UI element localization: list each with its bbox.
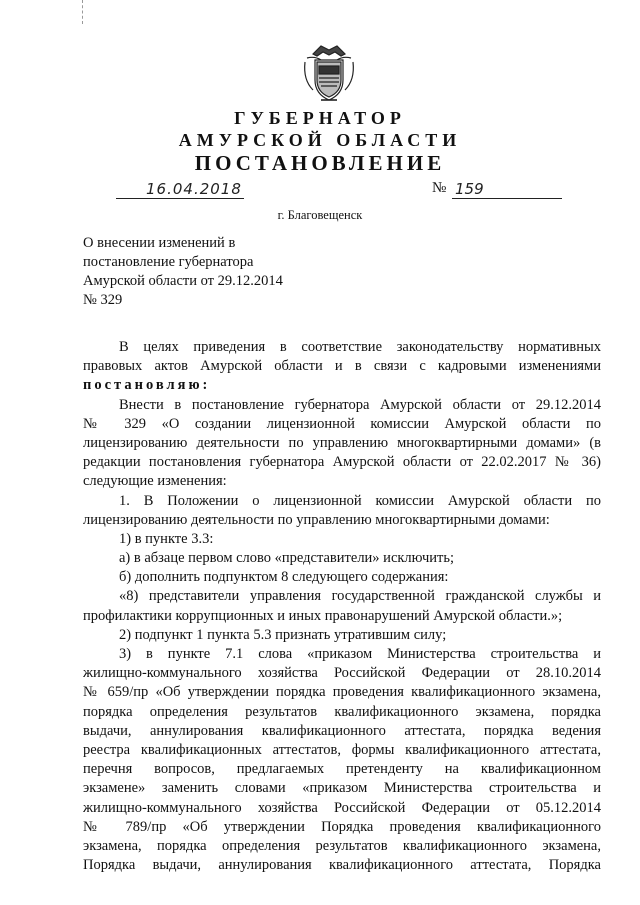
issuer-title: ГУБЕРНАТОР [234, 108, 406, 128]
body-line: редакции постановления губернатора Амурской области от 22.02.2017 № 36) [83, 454, 601, 471]
subject-line: № 329 [83, 292, 123, 308]
scan-artifact [82, 0, 84, 24]
body-line: экзамене» заменить словами «приказом Министерства строительства и [83, 780, 601, 797]
body-line: Порядка выдачи, аннулирования квалификационного аттестата, Порядка [83, 857, 601, 874]
coat-of-arms-icon [301, 40, 357, 106]
body-line: жилищно-коммунального хозяйства Российской Федерации от 05.12.2014 [83, 799, 601, 816]
body-line: Внести в постановление губернатора Амурской области от 29.12.2014 [119, 396, 601, 413]
number-sign: № [432, 180, 447, 196]
document-number: 159 [455, 180, 484, 198]
body-line: б) дополнить подпунктом 8 следующего содержания: [119, 569, 449, 586]
body-line: В целях приведения в соответствие законодательству нормативных [119, 339, 601, 355]
issuer-region: АМУРСКОЙ ОБЛАСТИ [178, 130, 462, 150]
subject-line: О внесении изменений в [83, 235, 236, 251]
body-line: «8) представители управления государственной гражданской службы и [119, 588, 601, 605]
document-body [83, 338, 601, 875]
body-line: 2) подпункт 1 пункта 5.3 признать утратившим силу; [119, 626, 447, 643]
subject-line: Амурской области от 29.12.2014 [83, 273, 283, 289]
document-type: ПОСТАНОВЛЕНИЕ [194, 151, 446, 175]
document-subject [83, 234, 283, 310]
body-line: правовых актов Амурской области и в связи с кадровыми изменениями [83, 358, 601, 375]
city-label: г. Благовещенск [277, 208, 363, 222]
body-line: следующие изменения: [83, 473, 227, 490]
body-line: 1) в пункте 3.3: [119, 530, 214, 547]
body-line: № 329 «О создании лицензионной комиссии Амурской области по [83, 415, 601, 432]
body-line: порядка определения результатов квалификационного экзамена, порядка [83, 703, 601, 720]
decree-word: постановляю: [83, 377, 211, 394]
body-line: № 659/пр «Об утверждении порядка проведения квалификационного экзамена, [83, 684, 601, 701]
date-underline [116, 198, 244, 199]
body-line: реестра квалификационных аттестатов, формы квалификационного аттестата, [83, 741, 601, 758]
body-line: экзамена, порядка определения результатов квалификационного экзамена, [83, 837, 601, 854]
body-line: № 789/пр «Об утверждении Порядка проведения квалификационного [83, 818, 601, 835]
document-date: 16.04.2018 [146, 180, 242, 198]
body-line: перечня вопросов, предлагаемых претенденту на квалификационном [83, 761, 601, 778]
body-line: 1. В Положении о лицензионной комиссии Амурской области по [119, 492, 601, 509]
body-line: лицензированию деятельности по управлению многоквартирными домами» (в [83, 434, 601, 451]
body-line: выдачи, аннулирования квалификационного аттестата, порядка ведения [83, 722, 601, 739]
subject-line: постановление губернатора [83, 254, 254, 270]
body-line: 3) в пункте 7.1 слова «приказом Министерства строительства и [119, 646, 601, 662]
number-underline [452, 198, 562, 199]
body-line: а) в абзаце первом слово «представители» исключить; [119, 550, 454, 567]
body-line: профилактики коррупционных и иных правонарушений Амурской области.»; [83, 607, 563, 624]
body-line: лицензированию деятельности по управлению многоквартирными домами: [83, 511, 550, 528]
body-line: жилищно-коммунального хозяйства Российской Федерации от 28.10.2014 [83, 665, 601, 682]
